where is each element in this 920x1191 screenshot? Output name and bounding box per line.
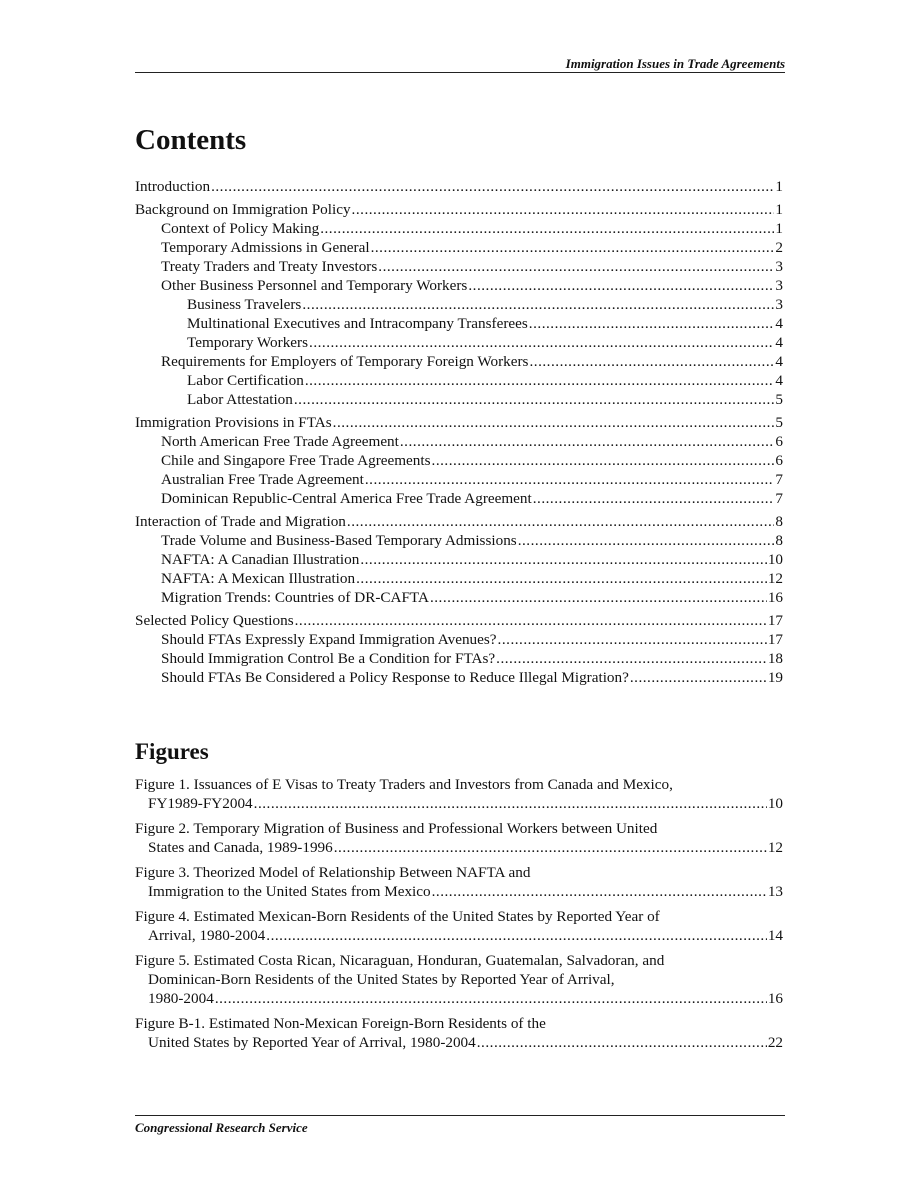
- figure-entry-title-line: Figure 4. Estimated Mexican-Born Residents of the United States by Reported Year of: [135, 908, 660, 925]
- toc-entry-title: Labor Certification: [187, 372, 304, 389]
- toc-entry[interactable]: [135, 200, 783, 219]
- figure-entry-page: 16: [767, 990, 783, 1007]
- figure-entry-title-line: Figure 3. Theorized Model of Relationship Between NAFTA and: [135, 864, 531, 881]
- toc-entry-page: 8: [775, 532, 783, 549]
- figure-entry[interactable]: [135, 819, 783, 857]
- figure-entry-last-line: [135, 989, 783, 1008]
- toc-entry[interactable]: [135, 257, 783, 276]
- toc-entry-page: 1: [775, 201, 783, 218]
- toc-entry-title: Dominican Republic-Central America Free Trade Agreement: [161, 490, 532, 507]
- toc-entry[interactable]: [135, 569, 783, 588]
- toc-entry-page: 5: [775, 391, 783, 408]
- toc-entry-title: Should FTAs Expressly Expand Immigration Avenues?: [161, 631, 497, 648]
- toc-entry-title: Immigration Provisions in FTAs: [135, 414, 332, 431]
- footer-rule: [135, 1115, 785, 1116]
- dot-leader: [334, 838, 767, 857]
- dot-leader: [477, 1033, 767, 1052]
- toc-entry-title: Business Travelers: [187, 296, 302, 313]
- toc-entry[interactable]: [135, 352, 783, 371]
- toc-entry[interactable]: [135, 668, 783, 687]
- toc-entry[interactable]: [135, 489, 783, 508]
- figure-entry[interactable]: [135, 863, 783, 901]
- toc-entry-page: 19: [767, 669, 783, 686]
- figure-entry[interactable]: [135, 1014, 783, 1052]
- toc-entry-page: 3: [775, 258, 783, 275]
- dot-leader: [432, 882, 767, 901]
- dot-leader: [320, 219, 774, 238]
- toc-entry[interactable]: [135, 531, 783, 550]
- toc-entry[interactable]: [135, 550, 783, 569]
- figure-entry-title-end: 1980-2004: [148, 990, 214, 1007]
- figure-entry-last-line: [135, 838, 783, 857]
- dot-leader: [468, 276, 774, 295]
- figure-entry-title-end: United States by Reported Year of Arrival, 1980-2004: [148, 1034, 476, 1051]
- toc-entry[interactable]: [135, 512, 783, 531]
- toc-entry[interactable]: [135, 451, 783, 470]
- table-of-contents: [135, 177, 783, 687]
- toc-entry[interactable]: [135, 649, 783, 668]
- figure-entry-title-end: States and Canada, 1989-1996: [148, 839, 333, 856]
- dot-leader: [360, 550, 767, 569]
- toc-entry-title: Labor Attestation: [187, 391, 293, 408]
- dot-leader: [333, 413, 775, 432]
- figure-entry[interactable]: [135, 907, 783, 945]
- toc-entry-page: 12: [767, 570, 783, 587]
- toc-entry[interactable]: [135, 470, 783, 489]
- contents-heading: Contents: [135, 124, 247, 156]
- dot-leader: [305, 371, 775, 390]
- dot-leader: [302, 295, 774, 314]
- toc-entry-page: 7: [775, 471, 783, 488]
- dot-leader: [518, 531, 775, 550]
- figure-entry-title-line: Figure 1. Issuances of E Visas to Treaty Traders and Investors from Canada and Mexico,: [135, 776, 673, 793]
- figure-entry-title-line: Dominican-Born Residents of the United States by Reported Year of Arrival,: [148, 971, 615, 988]
- toc-entry-page: 2: [775, 239, 783, 256]
- figure-entry-last-line: [135, 882, 783, 901]
- toc-entry[interactable]: [135, 371, 783, 390]
- running-header: Immigration Issues in Trade Agreements: [565, 56, 785, 71]
- toc-entry[interactable]: [135, 630, 783, 649]
- toc-entry[interactable]: [135, 413, 783, 432]
- figure-entry-title-line: Figure B-1. Estimated Non-Mexican Foreign-Born Residents of the: [135, 1015, 546, 1032]
- toc-entry-title: NAFTA: A Canadian Illustration: [161, 551, 360, 568]
- figure-entry[interactable]: [135, 951, 783, 1008]
- toc-entry-page: 18: [767, 650, 783, 667]
- dot-leader: [266, 926, 767, 945]
- toc-entry-title: Should Immigration Control Be a Condition for FTAs?: [161, 650, 496, 667]
- figures-heading: Figures: [135, 739, 209, 764]
- toc-entry-title: Context of Policy Making: [161, 220, 320, 237]
- toc-entry-page: 10: [767, 551, 783, 568]
- dot-leader: [352, 200, 775, 219]
- toc-entry-page: 4: [775, 372, 783, 389]
- toc-entry-page: 1: [775, 178, 783, 195]
- toc-entry[interactable]: [135, 238, 783, 257]
- dot-leader: [430, 588, 767, 607]
- toc-entry-title: Australian Free Trade Agreement: [161, 471, 364, 488]
- toc-entry[interactable]: [135, 177, 783, 196]
- toc-entry[interactable]: [135, 390, 783, 409]
- toc-entry-title: Other Business Personnel and Temporary Workers: [161, 277, 468, 294]
- toc-entry-page: 17: [767, 612, 783, 629]
- dot-leader: [498, 630, 767, 649]
- toc-entry-page: 3: [775, 296, 783, 313]
- toc-entry-title: North American Free Trade Agreement: [161, 433, 399, 450]
- toc-entry-page: 17: [767, 631, 783, 648]
- toc-entry-title: Migration Trends: Countries of DR-CAFTA: [161, 589, 429, 606]
- dot-leader: [496, 649, 767, 668]
- toc-entry-page: 1: [775, 220, 783, 237]
- dot-leader: [529, 314, 775, 333]
- toc-entry-page: 3: [775, 277, 783, 294]
- dot-leader: [295, 611, 767, 630]
- toc-entry-title: Selected Policy Questions: [135, 612, 294, 629]
- dot-leader: [533, 489, 775, 508]
- figure-entry-title-end: Immigration to the United States from Mexico: [148, 883, 431, 900]
- toc-entry[interactable]: [135, 432, 783, 451]
- figure-entry-title-end: Arrival, 1980-2004: [148, 927, 266, 944]
- dot-leader: [254, 794, 767, 813]
- dot-leader: [356, 569, 767, 588]
- dot-leader: [378, 257, 774, 276]
- figure-entry-last-line: [135, 794, 783, 813]
- figure-entry-page: 13: [767, 883, 783, 900]
- figure-entry[interactable]: [135, 775, 783, 813]
- dot-leader: [371, 238, 775, 257]
- figure-entry-page: 14: [767, 927, 783, 944]
- toc-entry-page: 6: [775, 452, 783, 469]
- dot-leader: [400, 432, 775, 451]
- figure-entry-page: 12: [767, 839, 783, 856]
- figure-entry-last-line: [135, 1033, 783, 1052]
- toc-entry[interactable]: [135, 611, 783, 630]
- toc-entry-page: 6: [775, 433, 783, 450]
- toc-entry-page: 16: [767, 589, 783, 606]
- dot-leader: [215, 989, 767, 1008]
- figure-entry-title-line: Figure 2. Temporary Migration of Business and Professional Workers between United: [135, 820, 658, 837]
- dot-leader: [347, 512, 775, 531]
- toc-entry-title: Temporary Admissions in General: [161, 239, 370, 256]
- figure-entry-page: 10: [767, 795, 783, 812]
- dot-leader: [211, 177, 774, 196]
- toc-entry[interactable]: [135, 219, 783, 238]
- toc-entry-title: Interaction of Trade and Migration: [135, 513, 346, 530]
- toc-entry-title: NAFTA: A Mexican Illustration: [161, 570, 356, 587]
- dot-leader: [294, 390, 775, 409]
- toc-entry-page: 4: [775, 353, 783, 370]
- toc-entry[interactable]: [135, 276, 783, 295]
- figure-entry-title-line: Figure 5. Estimated Costa Rican, Nicaraguan, Honduran, Guatemalan, Salvadoran, and: [135, 952, 665, 969]
- list-of-figures: [135, 775, 783, 1052]
- toc-entry-title: Should FTAs Be Considered a Policy Response to Reduce Illegal Migration?: [161, 669, 629, 686]
- figure-entry-title-end: FY1989-FY2004: [148, 795, 253, 812]
- dot-leader: [309, 333, 774, 352]
- figure-entry-last-line: [135, 926, 783, 945]
- running-footer: Congressional Research Service: [135, 1120, 308, 1135]
- dot-leader: [365, 470, 775, 489]
- toc-entry-title: Multinational Executives and Intracompany Transferees: [187, 315, 528, 332]
- toc-entry[interactable]: [135, 314, 783, 333]
- toc-entry-page: 7: [775, 490, 783, 507]
- toc-entry[interactable]: [135, 333, 783, 352]
- toc-entry[interactable]: [135, 588, 783, 607]
- toc-entry-page: 8: [775, 513, 783, 530]
- dot-leader: [630, 668, 767, 687]
- dot-leader: [529, 352, 774, 371]
- toc-entry-title: Requirements for Employers of Temporary Foreign Workers: [161, 353, 529, 370]
- toc-entry-title: Introduction: [135, 178, 211, 195]
- toc-entry-title: Treaty Traders and Treaty Investors: [161, 258, 378, 275]
- toc-entry-title: Background on Immigration Policy: [135, 201, 351, 218]
- toc-entry[interactable]: [135, 295, 783, 314]
- toc-entry-page: 4: [775, 315, 783, 332]
- figure-entry-page: 22: [767, 1034, 783, 1051]
- dot-leader: [432, 451, 775, 470]
- toc-entry-title: Trade Volume and Business-Based Temporary Admissions: [161, 532, 517, 549]
- toc-entry-title: Chile and Singapore Free Trade Agreements: [161, 452, 431, 469]
- toc-entry-page: 4: [775, 334, 783, 351]
- toc-entry-title: Temporary Workers: [187, 334, 309, 351]
- header-rule: [135, 72, 785, 73]
- toc-entry-page: 5: [775, 414, 783, 431]
